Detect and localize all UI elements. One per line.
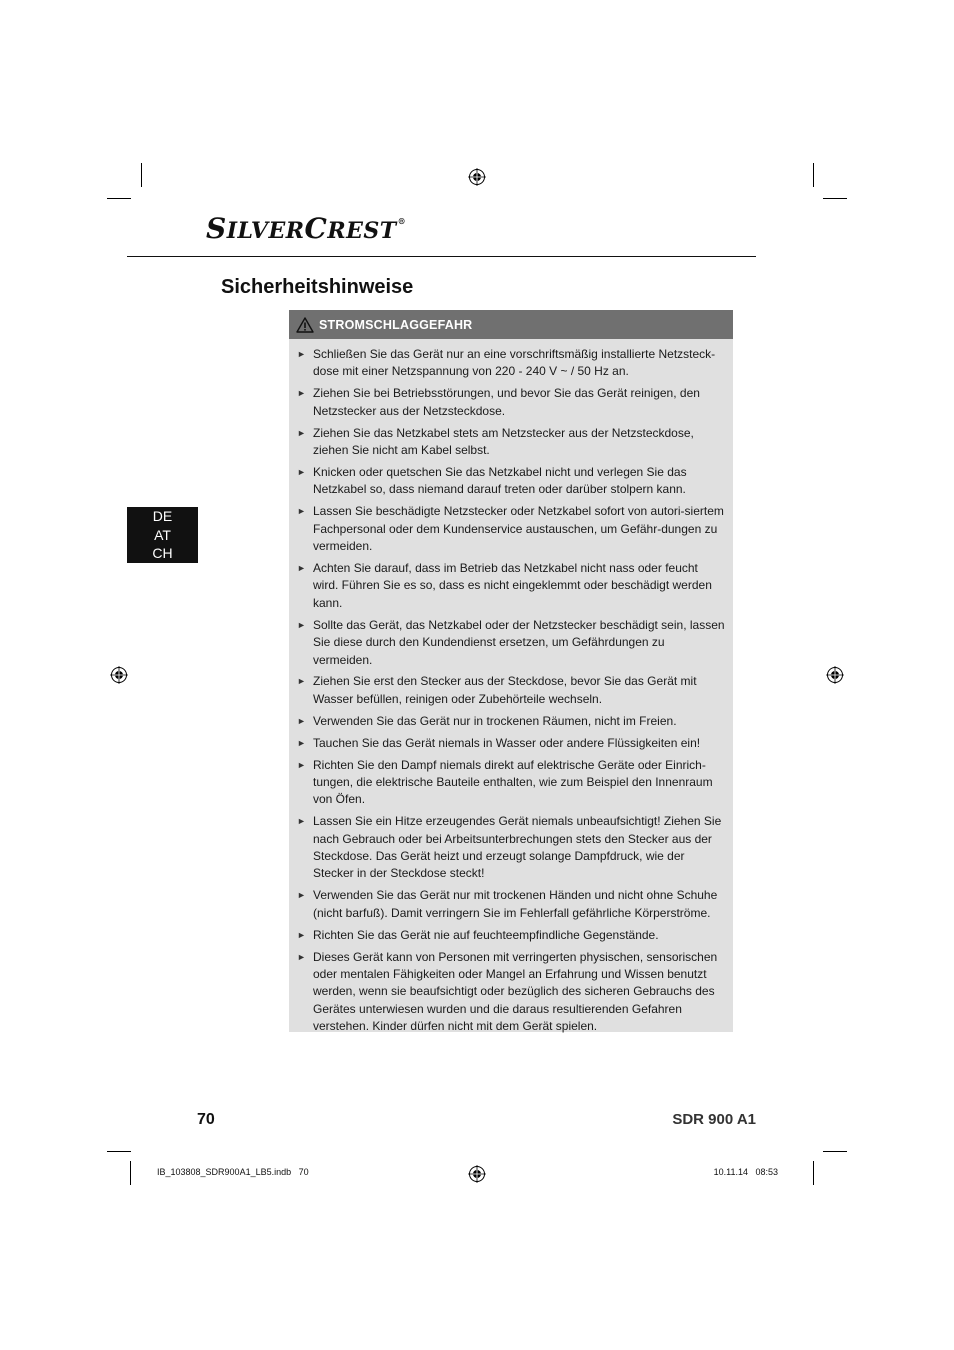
list-item: ► Ziehen Sie erst den Stecker aus der Steckdose, bevor Sie das Gerät mit Wasser befüllen, reinigen oder Zubehörteile wechseln. bbox=[297, 674, 697, 706]
registration-mark-icon bbox=[468, 1165, 486, 1183]
crop-mark bbox=[141, 163, 142, 187]
language-code: CH bbox=[152, 545, 173, 561]
crop-mark bbox=[107, 1151, 131, 1152]
warning-triangle-icon bbox=[296, 317, 314, 333]
crop-mark bbox=[823, 198, 847, 199]
list-item: ► Tauchen Sie das Gerät niemals in Wasser oder andere Flüssigkeiten ein! bbox=[297, 735, 725, 752]
registration-mark-icon bbox=[110, 666, 128, 684]
registration-mark-icon bbox=[826, 666, 844, 684]
page-number: 70 bbox=[197, 1111, 215, 1128]
model-name: SDR 900 A1 bbox=[672, 1111, 756, 1128]
language-code: AT bbox=[154, 526, 171, 543]
bullet-arrow-icon: ► bbox=[297, 676, 306, 687]
crop-mark bbox=[107, 198, 131, 199]
page-title: Sicherheitshinweise bbox=[221, 276, 414, 298]
list-item: ► Lassen Sie ein Hitze erzeugendes Gerät niemals unbeaufsichtigt! Ziehen Sie nach Gebrauch oder bei Arbeitsunterbrechungen stets den Stecker aus der Steckdose. Das Gerät heizt und erzeugt solange Dampfdruck, wie der Stecker in der Steckdose steckt! bbox=[297, 814, 722, 881]
print-slug-file: IB_103808_SDR900A1_LB5.indb 70 bbox=[157, 1167, 309, 1177]
bullet-arrow-icon: ► bbox=[297, 466, 306, 477]
brand-logo: SILVERCREST® bbox=[206, 212, 407, 245]
bullet-arrow-icon: ► bbox=[297, 715, 306, 726]
list-item: ► Achten Sie darauf, dass im Betrieb das Netzkabel nicht nass oder feucht wird. Führen Sie es so, dass es nicht eingeklemmt oder beschädigt werden kann. bbox=[297, 560, 712, 610]
list-item: ► Sollte das Gerät, das Netzkabel oder der Netzstecker beschädigt sein, lassen Sie diese durch den Kundendienst ersetzen, um Gefährdungen zu vermeiden. bbox=[297, 617, 725, 667]
crop-mark bbox=[823, 1151, 847, 1152]
bullet-arrow-icon: ► bbox=[297, 619, 306, 630]
list-item: ► Lassen Sie beschädigte Netzstecker oder Netzkabel sofort von autori-siertem Fachpersonal oder dem Kundenservice austauschen, um Gefähr-dungen zu vermeiden. bbox=[297, 504, 724, 554]
list-item: ► Ziehen Sie das Netzkabel stets am Netzstecker aus der Netzsteckdose, ziehen Sie nicht am Kabel selbst. bbox=[297, 425, 694, 458]
list-item: ► Schließen Sie das Gerät nur an eine vorschriftsmäßig installierte Netzsteck-dose mit einer Netzspannung von 220 - 240 V ~ / 50 Hz an. bbox=[297, 347, 716, 379]
bullet-arrow-icon: ► bbox=[297, 427, 306, 438]
bullet-arrow-icon: ► bbox=[297, 759, 306, 770]
registration-mark-icon bbox=[468, 168, 486, 186]
bullet-arrow-icon: ► bbox=[297, 737, 306, 748]
list-item: ► Verwenden Sie das Gerät nur mit trockenen Händen und nicht ohne Schuhe (nicht barfuß). Damit verringern Sie im Fehlerfall gefährliche Körperströme. bbox=[297, 888, 718, 920]
bullet-arrow-icon: ► bbox=[297, 388, 306, 399]
warning-header bbox=[289, 310, 733, 339]
language-tab bbox=[127, 507, 198, 563]
list-item: ► Verwenden Sie das Gerät nur in trockenen Räumen, nicht im Freien. bbox=[297, 713, 725, 730]
header-divider bbox=[127, 256, 756, 257]
bullet-arrow-icon: ► bbox=[297, 349, 306, 359]
bullet-arrow-icon: ► bbox=[297, 816, 306, 827]
bullet-arrow-icon: ► bbox=[297, 929, 306, 940]
bullet-arrow-icon: ► bbox=[297, 951, 306, 962]
warning-list bbox=[289, 339, 733, 1036]
crop-mark bbox=[130, 1161, 131, 1185]
bullet-arrow-icon: ► bbox=[297, 562, 306, 573]
list-item: ► Richten Sie das Gerät nie auf feuchteempfindliche Gegenstände. bbox=[297, 927, 725, 944]
bullet-arrow-icon: ► bbox=[297, 890, 306, 901]
list-item: ► Dieses Gerät kann von Personen mit verringerten physischen, sensorischen oder mentalen Fähigkeiten oder Mangel an Erfahrung und Wissen benutzt werden, wenn sie beaufsichtigt oder bezüglich des sicheren Gebrauchs des Gerätes unterwiesen wurden und die daraus resultierenden Gefahren verstehen. Kinder dürfen nicht mit dem Gerät spielen. bbox=[297, 949, 718, 1034]
crop-mark bbox=[813, 1161, 814, 1185]
print-slug-date: 10.11.14 08:53 bbox=[713, 1167, 778, 1177]
list-item: ► Richten Sie den Dampf niemals direkt auf elektrische Geräte oder Einrich-tungen, die elektrische Bauteile enthalten, wie zum Beispiel den Innenraum von Öfen. bbox=[297, 757, 713, 807]
list-item: ► Ziehen Sie bei Betriebsstörungen, und bevor Sie das Gerät reinigen, den Netzstecker aus der Netzsteckdose. bbox=[297, 386, 700, 418]
language-code: DE bbox=[152, 508, 173, 524]
crop-mark bbox=[813, 163, 814, 187]
warning-box bbox=[289, 310, 733, 1032]
warning-heading: STROMSCHLAGGEFAHR bbox=[319, 317, 473, 332]
list-item: ► Knicken oder quetschen Sie das Netzkabel nicht und verlegen Sie das Netzkabel so, dass niemand darauf treten oder darüber stolpern kann. bbox=[297, 464, 687, 497]
bullet-arrow-icon: ► bbox=[297, 506, 306, 517]
